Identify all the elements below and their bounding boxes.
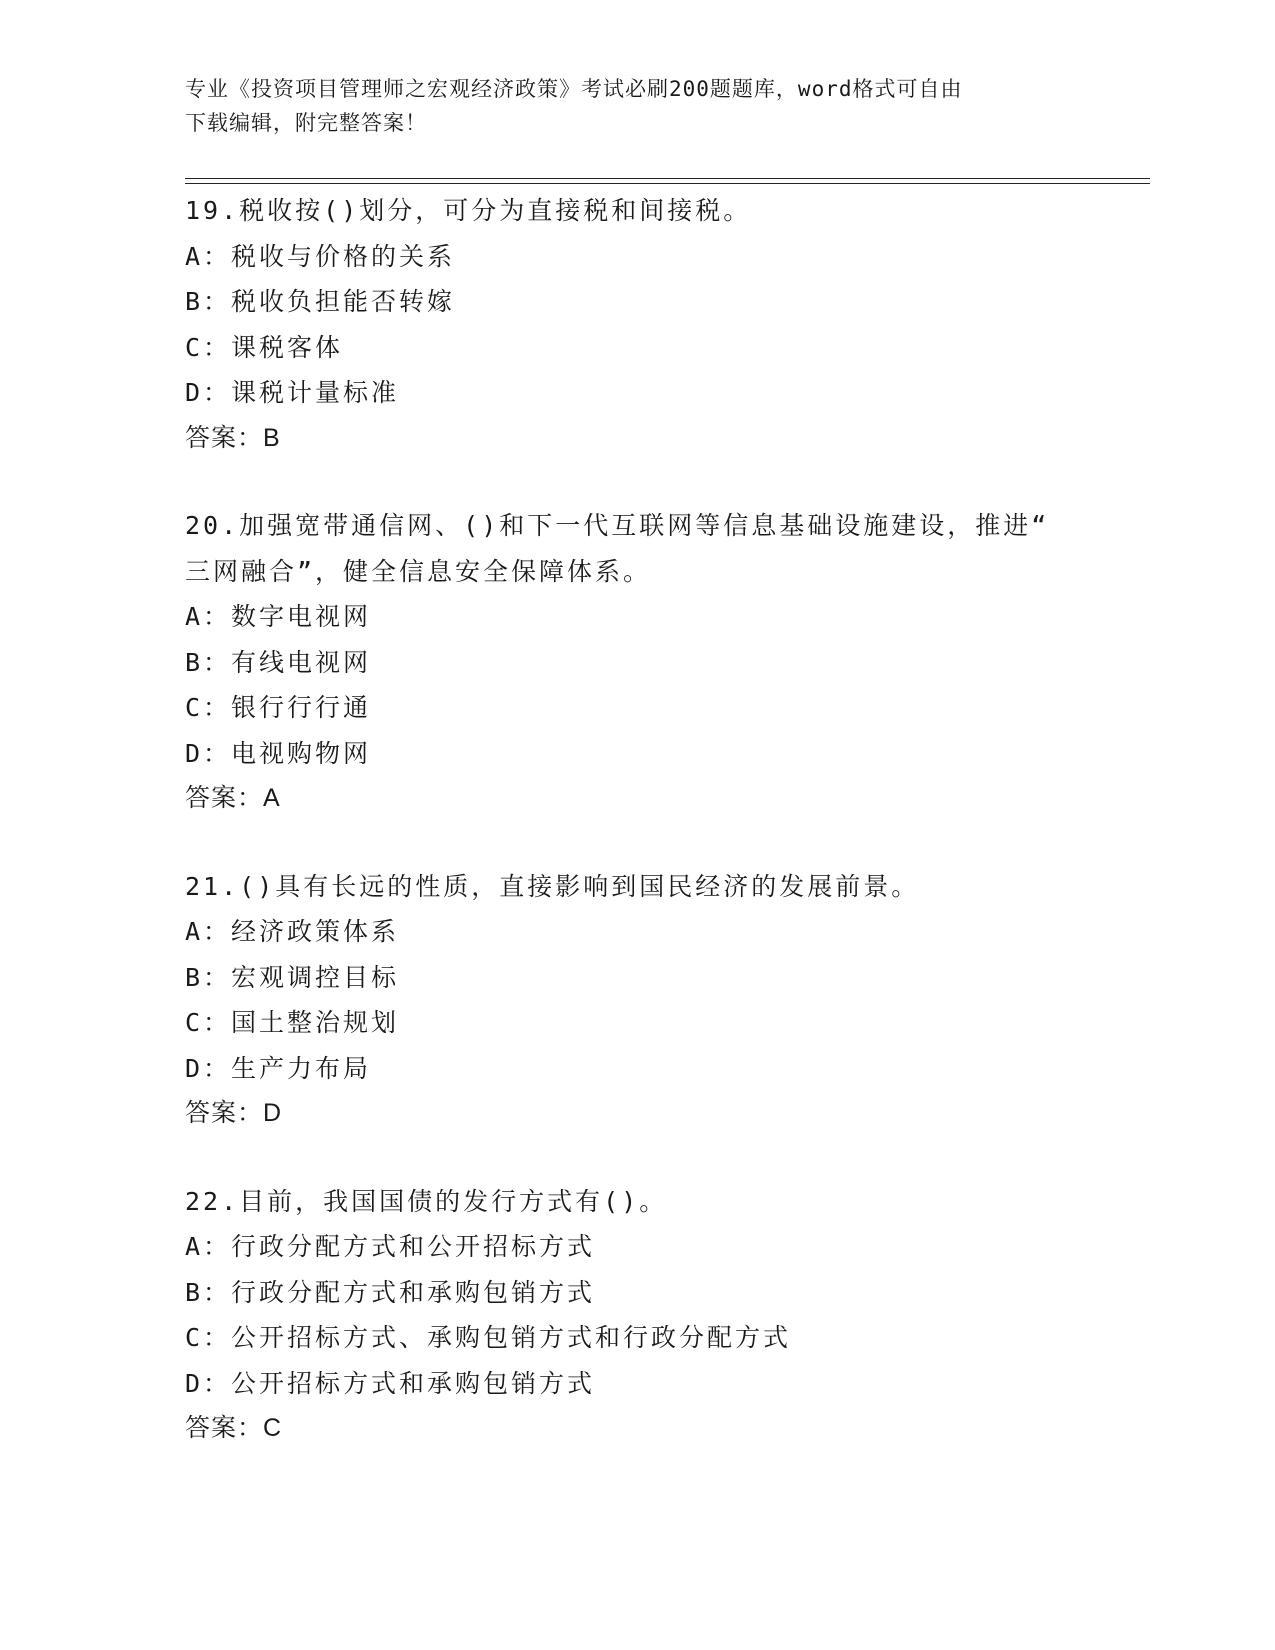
answer-value: A xyxy=(263,784,281,812)
question-22 xyxy=(185,1179,1085,1452)
option-b: B：宏观调控目标 xyxy=(185,962,400,992)
answer-value: D xyxy=(263,1099,283,1127)
option-d: D：电视购物网 xyxy=(185,738,372,768)
answer-label: 答案： xyxy=(185,1099,264,1127)
option-b: B：税收负担能否转嫁 xyxy=(185,287,456,316)
option-a: A：行政分配方式和公开招标方式 xyxy=(185,1232,596,1261)
document-header xyxy=(185,72,1065,140)
answer-label: 答案： xyxy=(185,1414,264,1442)
option-c: C：国土整治规划 xyxy=(185,1008,400,1037)
header-line-2: 下载编辑，附完整答案！ xyxy=(185,111,427,135)
option-d: D：课税计量标准 xyxy=(185,378,400,407)
question-20 xyxy=(185,503,1085,822)
option-a: A：数字电视网 xyxy=(185,602,372,631)
question-21 xyxy=(185,864,1085,1137)
answer-line xyxy=(185,1091,1085,1137)
option-b: B：行政分配方式和承购包销方式 xyxy=(185,1277,596,1307)
option-b: B：有线电视网 xyxy=(185,647,372,677)
option-c: C：公开招标方式、承购包销方式和行政分配方式 xyxy=(185,1323,792,1352)
question-19 xyxy=(185,188,1085,461)
question-stem-line-1: 20.加强宽带通信网、()和下一代互联网等信息基础设施建设，推进“ xyxy=(185,511,1050,540)
answer-value: C xyxy=(263,1414,283,1442)
question-list xyxy=(185,188,1085,1494)
option-d: D：生产力布局 xyxy=(185,1053,372,1083)
answer-line xyxy=(185,776,1085,822)
header-line-1: 专业《投资项目管理师之宏观经济政策》考试必刷200题题库，word格式可自由 xyxy=(185,77,963,101)
question-stem: 19.税收按()划分，可分为直接税和间接税。 xyxy=(185,196,752,225)
header-divider-top xyxy=(185,178,1150,179)
option-c: C：课税客体 xyxy=(185,332,344,362)
option-d: D：公开招标方式和承购包销方式 xyxy=(185,1368,596,1398)
option-a: A：经济政策体系 xyxy=(185,917,400,946)
answer-value: B xyxy=(263,423,281,452)
answer-line xyxy=(185,416,1085,462)
answer-line xyxy=(185,1406,1085,1452)
question-stem: 21.()具有长远的性质，直接影响到国民经济的发展前景。 xyxy=(185,871,920,901)
question-stem: 22.目前，我国国债的发行方式有()。 xyxy=(185,1186,668,1216)
header-divider-bottom xyxy=(185,183,1150,184)
option-c: C：银行行行通 xyxy=(185,693,372,722)
option-a: A：税收与价格的关系 xyxy=(185,241,456,271)
answer-label: 答案： xyxy=(185,784,264,812)
answer-label: 答案： xyxy=(185,423,264,452)
question-stem-line-2: 三网融合”，健全信息安全保障体系。 xyxy=(185,556,652,586)
